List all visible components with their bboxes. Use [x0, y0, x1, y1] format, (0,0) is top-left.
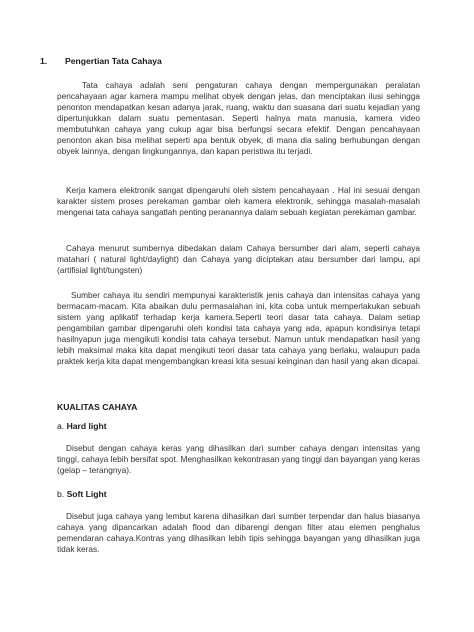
paragraph-kamera-elektronik: Kerja kamera elektronik sangat dipengaruhi oleh sistem pencahayaan . Hal ini sesuai dengan karakter sistem proses perekaman gambar oleh kamera elektronik, sehingga masalah-masalah mengenai tata cahaya sangatlah penting peranannya dalam sebuah kegiatan perekaman gambar. — [57, 185, 420, 217]
section-number: 1. — [40, 56, 48, 66]
paragraph-tata-cahaya: Tata cahaya adalah seni pengaturan cahaya dengan mempergunakan peralatan pencahayaan agar kamera mampu melihat obyek dengan jelas, dan menciptakan ilusi sehingga penonton mendapatkan kesan adanya jarak, ruang, waktu dan suasana dari suatu kejadian yang dipertunjukkan dalam suatu pementasan. Seperti halnya mata manusia, kamera video membutuhkan cahaya yang cukup agar bisa berfungsi secara efektif. Dengan pencahayaan penonton akan bisa melihat seperti apa bentuk obyek, di mana dia saling berhubungan dengan obyek lainnya, dengan lingkungannya, dan kapan peristiwa itu terjadi. — [57, 80, 420, 156]
kualitas-cahaya-heading: KUALITAS CAHAYA — [57, 402, 138, 412]
paragraph-sumber-cahaya: Cahaya menurut sumbernya dibedakan dalam Cahaya bersumber dari alam, seperti cahaya matahari ( natural light/daylight) dan Cahaya yang diciptakan atau bersumber dari lampu, api (artifisial light/tungsten) — [57, 243, 420, 275]
hard-light-paragraph: Disebut dengan cahaya keras yang dihasilkan dari sumber cahaya dengan intensitas yang tinggi, cahaya lebih bersifat spot. Menghasilkan kekontrasan yang tinggi dan bayangan yang keras (gelap – terangnya). — [57, 443, 420, 475]
hard-light-prefix: a. — [57, 421, 65, 431]
hard-light-heading — [57, 421, 107, 431]
soft-light-title: Soft Light — [66, 489, 107, 499]
soft-light-heading — [57, 489, 107, 499]
soft-light-prefix: b. — [57, 489, 65, 499]
section-title: Pengertian Tata Cahaya — [65, 56, 162, 66]
soft-light-paragraph: Disebut juga cahaya yang lembut karena dihasilkan dari sumber terpendar dan halus biasanya cahaya yang dipancarkan adalah flood dan dibarengi dengan filter atau elemen penghalus pemendaran cahaya.Kontras yang dihasilkan lebih tipis sehingga bayangan yang dihasilkan juga tidak keras. — [57, 511, 420, 554]
hard-light-title: Hard light — [66, 421, 107, 431]
paragraph-karakteristik: Sumber cahaya itu sendiri mempunyai karakteristik jenis cahaya dan intensitas cahaya yang bermacam-macam. Kita abaikan dulu permasalahan ini, kita coba untuk memperlakukan sebuah sistem yang aplikatif terhadap kerja kamera.Seperti teori dasar tata cahaya. Dalam setiap pengambilan gambar dipengaruhi oleh kondisi tata cahaya yang ada, apapun kondisinya tetapi hasilnyapun juga mengikuti kondisi tata cahaya tersebut. Namun untuk mendapatkan hasil yang lebih maksimal maka kita dapat mengikuti teori dasar tata cahaya yang berlaku, walaupun pada praktek kerja kita dapat mengembangkan kreasi kita sesuai keinginan dan hasil yang akan dicapai. — [57, 290, 420, 366]
section-heading — [40, 56, 162, 66]
